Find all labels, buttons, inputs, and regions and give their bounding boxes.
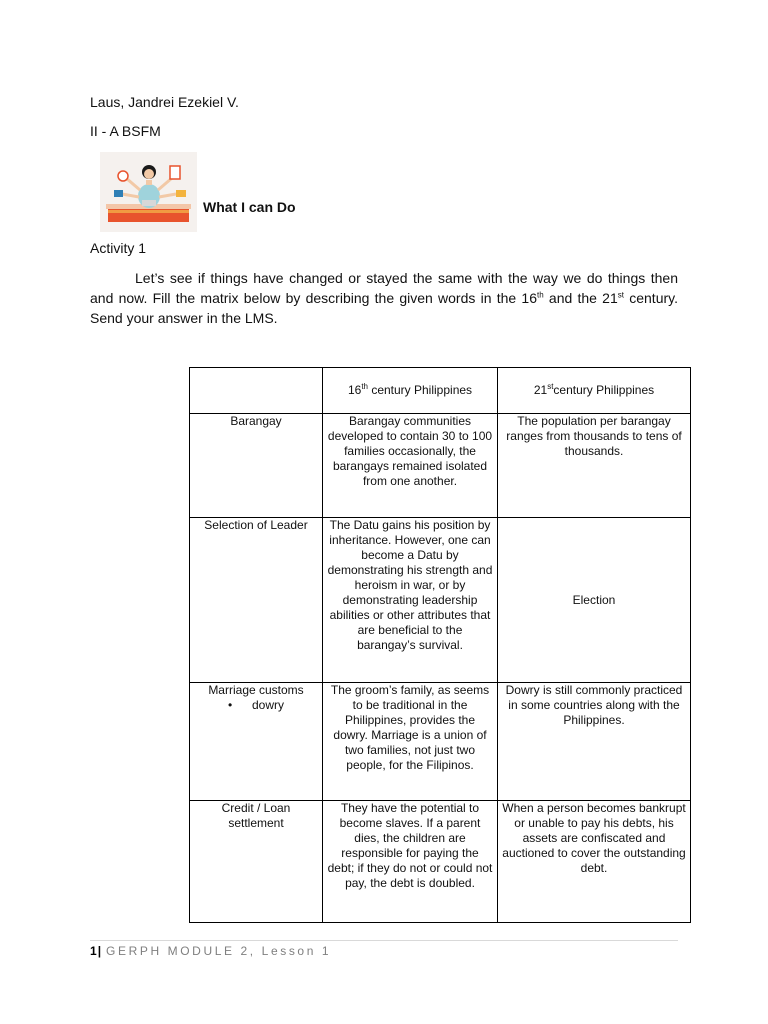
cell-21st: When a person becomes bankrupt or unable to pay his debts, his assets are confiscated and auctioned to cover the outstanding debt.	[498, 801, 691, 923]
bullet-text: dowry	[252, 698, 285, 712]
header-16-text: century Philippines	[367, 383, 473, 397]
bullet-item	[194, 698, 318, 713]
header-empty-cell	[190, 368, 323, 414]
footer-separator: |	[97, 944, 102, 958]
page-number: 1	[90, 944, 97, 958]
header-21-text: century Philippines	[553, 383, 655, 397]
header-16-sup: th	[361, 382, 368, 391]
cell-16th: The groom’s family, as seems to be traditional in the Philippines, provides the dowry. Marriage is a union of two families, not just two people, for the Filipinos.	[323, 683, 498, 801]
cell-21st: The population per barangay ranges from thousands to tens of thousands.	[498, 414, 691, 518]
row-label: Marriage customs	[208, 683, 304, 697]
row-label: Credit / Loan settlement	[190, 801, 323, 923]
row-label: Selection of Leader	[190, 518, 323, 683]
header-16th-century	[323, 368, 498, 414]
table-row	[190, 683, 691, 801]
footer-divider	[90, 940, 678, 941]
row-label: Barangay	[190, 414, 323, 518]
instructions-paragraph	[90, 268, 678, 328]
instructions-sup-th: th	[537, 290, 544, 300]
table-row	[190, 801, 691, 923]
header-21st-century	[498, 368, 691, 414]
multitasking-illustration	[100, 152, 197, 232]
cell-21st: Dowry is still commonly practiced in some countries along with the Philippines.	[498, 683, 691, 801]
instructions-text-3: century. Send your answer in the LMS.	[90, 290, 678, 326]
cell-16th: The Datu gains his position by inheritance. However, one can become a Datu by demonstrating his strength and heroism in war, or by demonstrating leadership abilities or other attributes that are beneficial to the barangay’s survival.	[323, 518, 498, 683]
section-heading: What I can Do	[203, 199, 296, 215]
instructions-text-1: Let’s see if things have changed or stayed the same with the way we do things then and now. Fill the matrix below by describing the given words in the 16	[90, 270, 678, 306]
cell-21st: Election	[498, 518, 691, 683]
instructions-text-2: and the 21	[543, 290, 618, 306]
table-row	[190, 518, 691, 683]
page-footer	[90, 944, 331, 958]
row-label-cell	[190, 683, 323, 801]
table-header-row	[190, 368, 691, 414]
header-21-sup: st	[547, 382, 554, 391]
header-21-num: 21	[533, 383, 548, 397]
cell-16th: They have the potential to become slaves. If a parent dies, the children are responsible for paying the debt; if they do not or could not pay, the debt is doubled.	[323, 801, 498, 923]
instructions-sup-st: st	[617, 290, 624, 300]
bullet-dot-icon: •	[228, 698, 233, 712]
student-name: Laus, Jandrei Ezekiel V.	[90, 94, 239, 110]
footer-text: GERPH MODULE 2, Lesson 1	[106, 944, 332, 958]
table-row	[190, 414, 691, 518]
course-section: II - A BSFM	[90, 123, 161, 139]
header-16-num: 16	[347, 383, 362, 397]
comparison-matrix	[189, 367, 691, 923]
cell-16th: Barangay communities developed to contain 30 to 100 families occasionally, the barangays remained isolated from one another.	[323, 414, 498, 518]
activity-title: Activity 1	[90, 240, 147, 256]
